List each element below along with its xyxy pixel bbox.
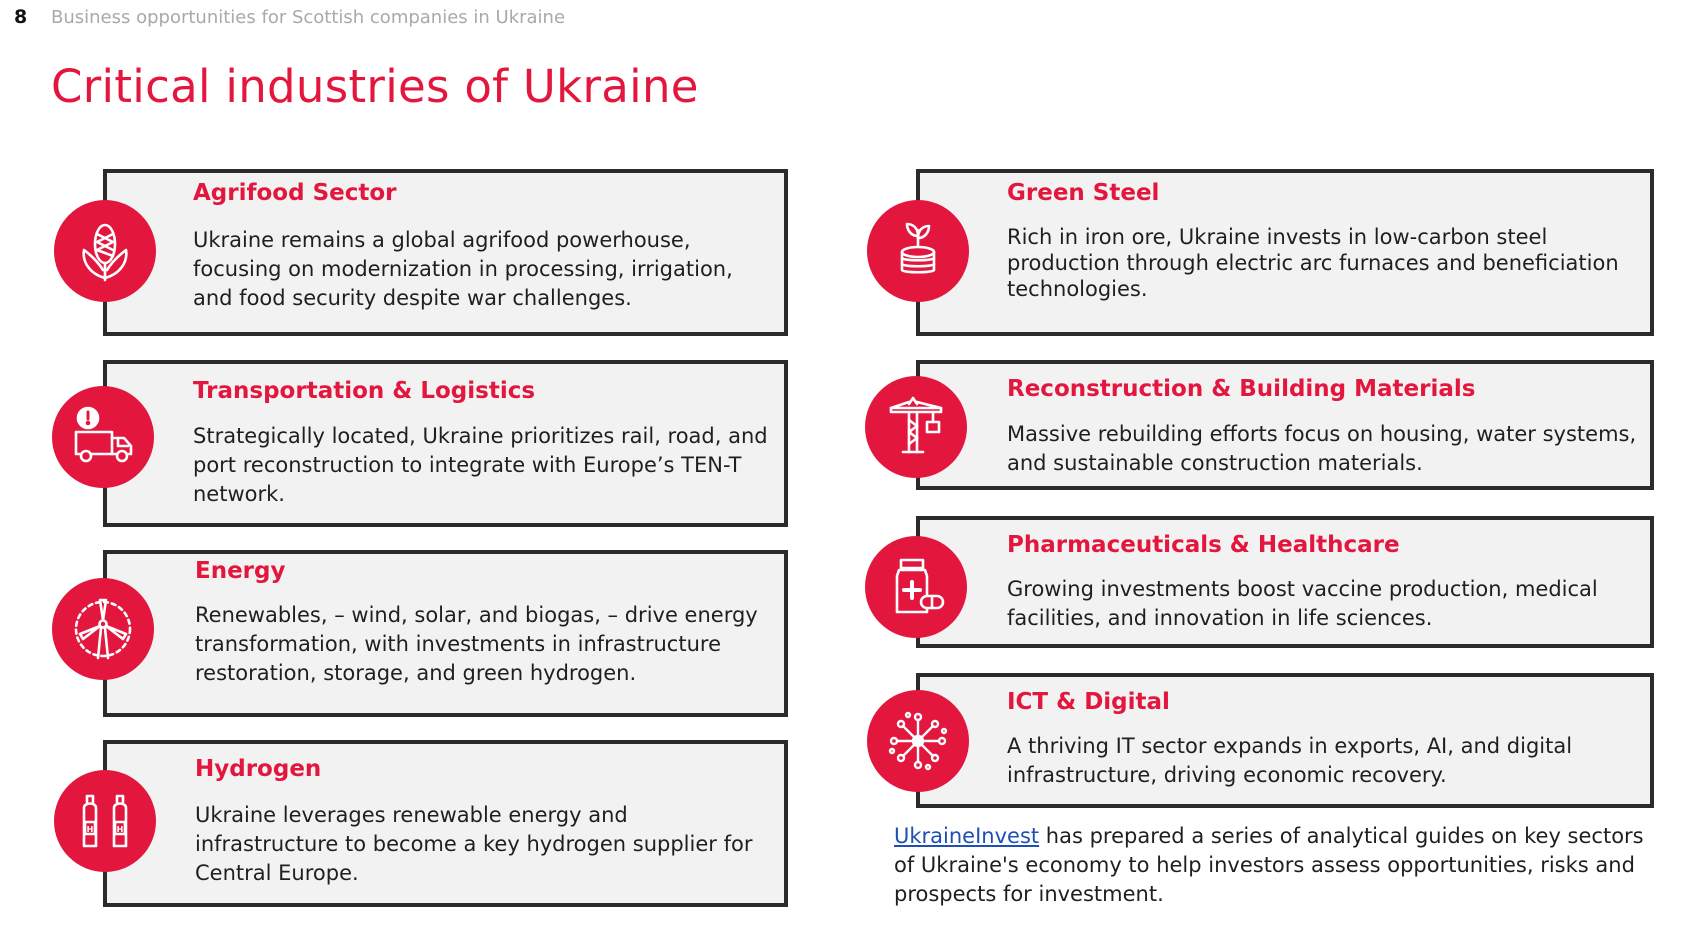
sector-text-energy: Renewables, – wind, solar, and biogas, – drive energy transformation, with investments in infrastructure restoration, storage, and green hydrogen. (195, 603, 758, 685)
sector-text-hydrogen: Ukraine leverages renewable energy and infrastructure to become a key hydrogen supplier for Central Europe. (195, 803, 753, 885)
sector-text-reconstruction: Massive rebuilding efforts focus on housing, water systems, and sustainable construction materials. (1007, 422, 1637, 475)
sector-text-ict: A thriving IT sector expands in exports, AI, and digital infrastructure, driving economic recovery. (1007, 734, 1573, 787)
page-title: Critical industries of Ukraine (51, 60, 699, 113)
sector-text-green-steel: Rich in iron ore, Ukraine invests in low-carbon steel production through electric arc furnaces and beneficiation technologies. (1007, 225, 1619, 301)
svg-text:H: H (86, 825, 94, 834)
crane-icon (865, 376, 967, 478)
sector-text-agrifood: Ukraine remains a global agrifood powerhouse, focusing on modernization in processing, irrigation, and food security despite war challenges. (193, 228, 733, 310)
sector-title-energy: Energy (195, 558, 286, 584)
sector-title-hydrogen: Hydrogen (195, 756, 322, 782)
note-text: has prepared a series of analytical guides on key sectors of Ukraine's economy to help investors assess opportunities, risks and prospects for investment. (894, 824, 1644, 906)
sector-title-pharma: Pharmaceuticals & Healthcare (1007, 532, 1400, 558)
svg-text:H: H (116, 825, 124, 834)
hydrogen-tanks-icon (54, 770, 156, 872)
corn-icon (54, 200, 156, 302)
sprout-coins-icon (867, 200, 969, 302)
page-number: 8 (14, 6, 28, 28)
network-icon (867, 690, 969, 792)
medicine-bottle-icon (865, 536, 967, 638)
sector-title-agrifood: Agrifood Sector (193, 180, 397, 206)
truck-icon (52, 386, 154, 488)
ukraineinvest-note (894, 822, 1664, 909)
sector-title-ict: ICT & Digital (1007, 689, 1170, 715)
sector-title-green-steel: Green Steel (1007, 180, 1160, 206)
running-title: Business opportunities for Scottish companies in Ukraine (51, 7, 566, 28)
sector-title-transportation: Transportation & Logistics (193, 378, 536, 404)
ukraineinvest-link[interactable]: UkraineInvest (894, 824, 1040, 848)
sector-text-transportation: Strategically located, Ukraine prioritizes rail, road, and port reconstruction to integrate with Europe’s TEN-T network. (193, 424, 768, 506)
sector-text-pharma: Growing investments boost vaccine production, medical facilities, and innovation in life sciences. (1007, 577, 1598, 630)
wind-turbine-icon (52, 578, 154, 680)
sector-title-reconstruction: Reconstruction & Building Materials (1007, 376, 1476, 402)
